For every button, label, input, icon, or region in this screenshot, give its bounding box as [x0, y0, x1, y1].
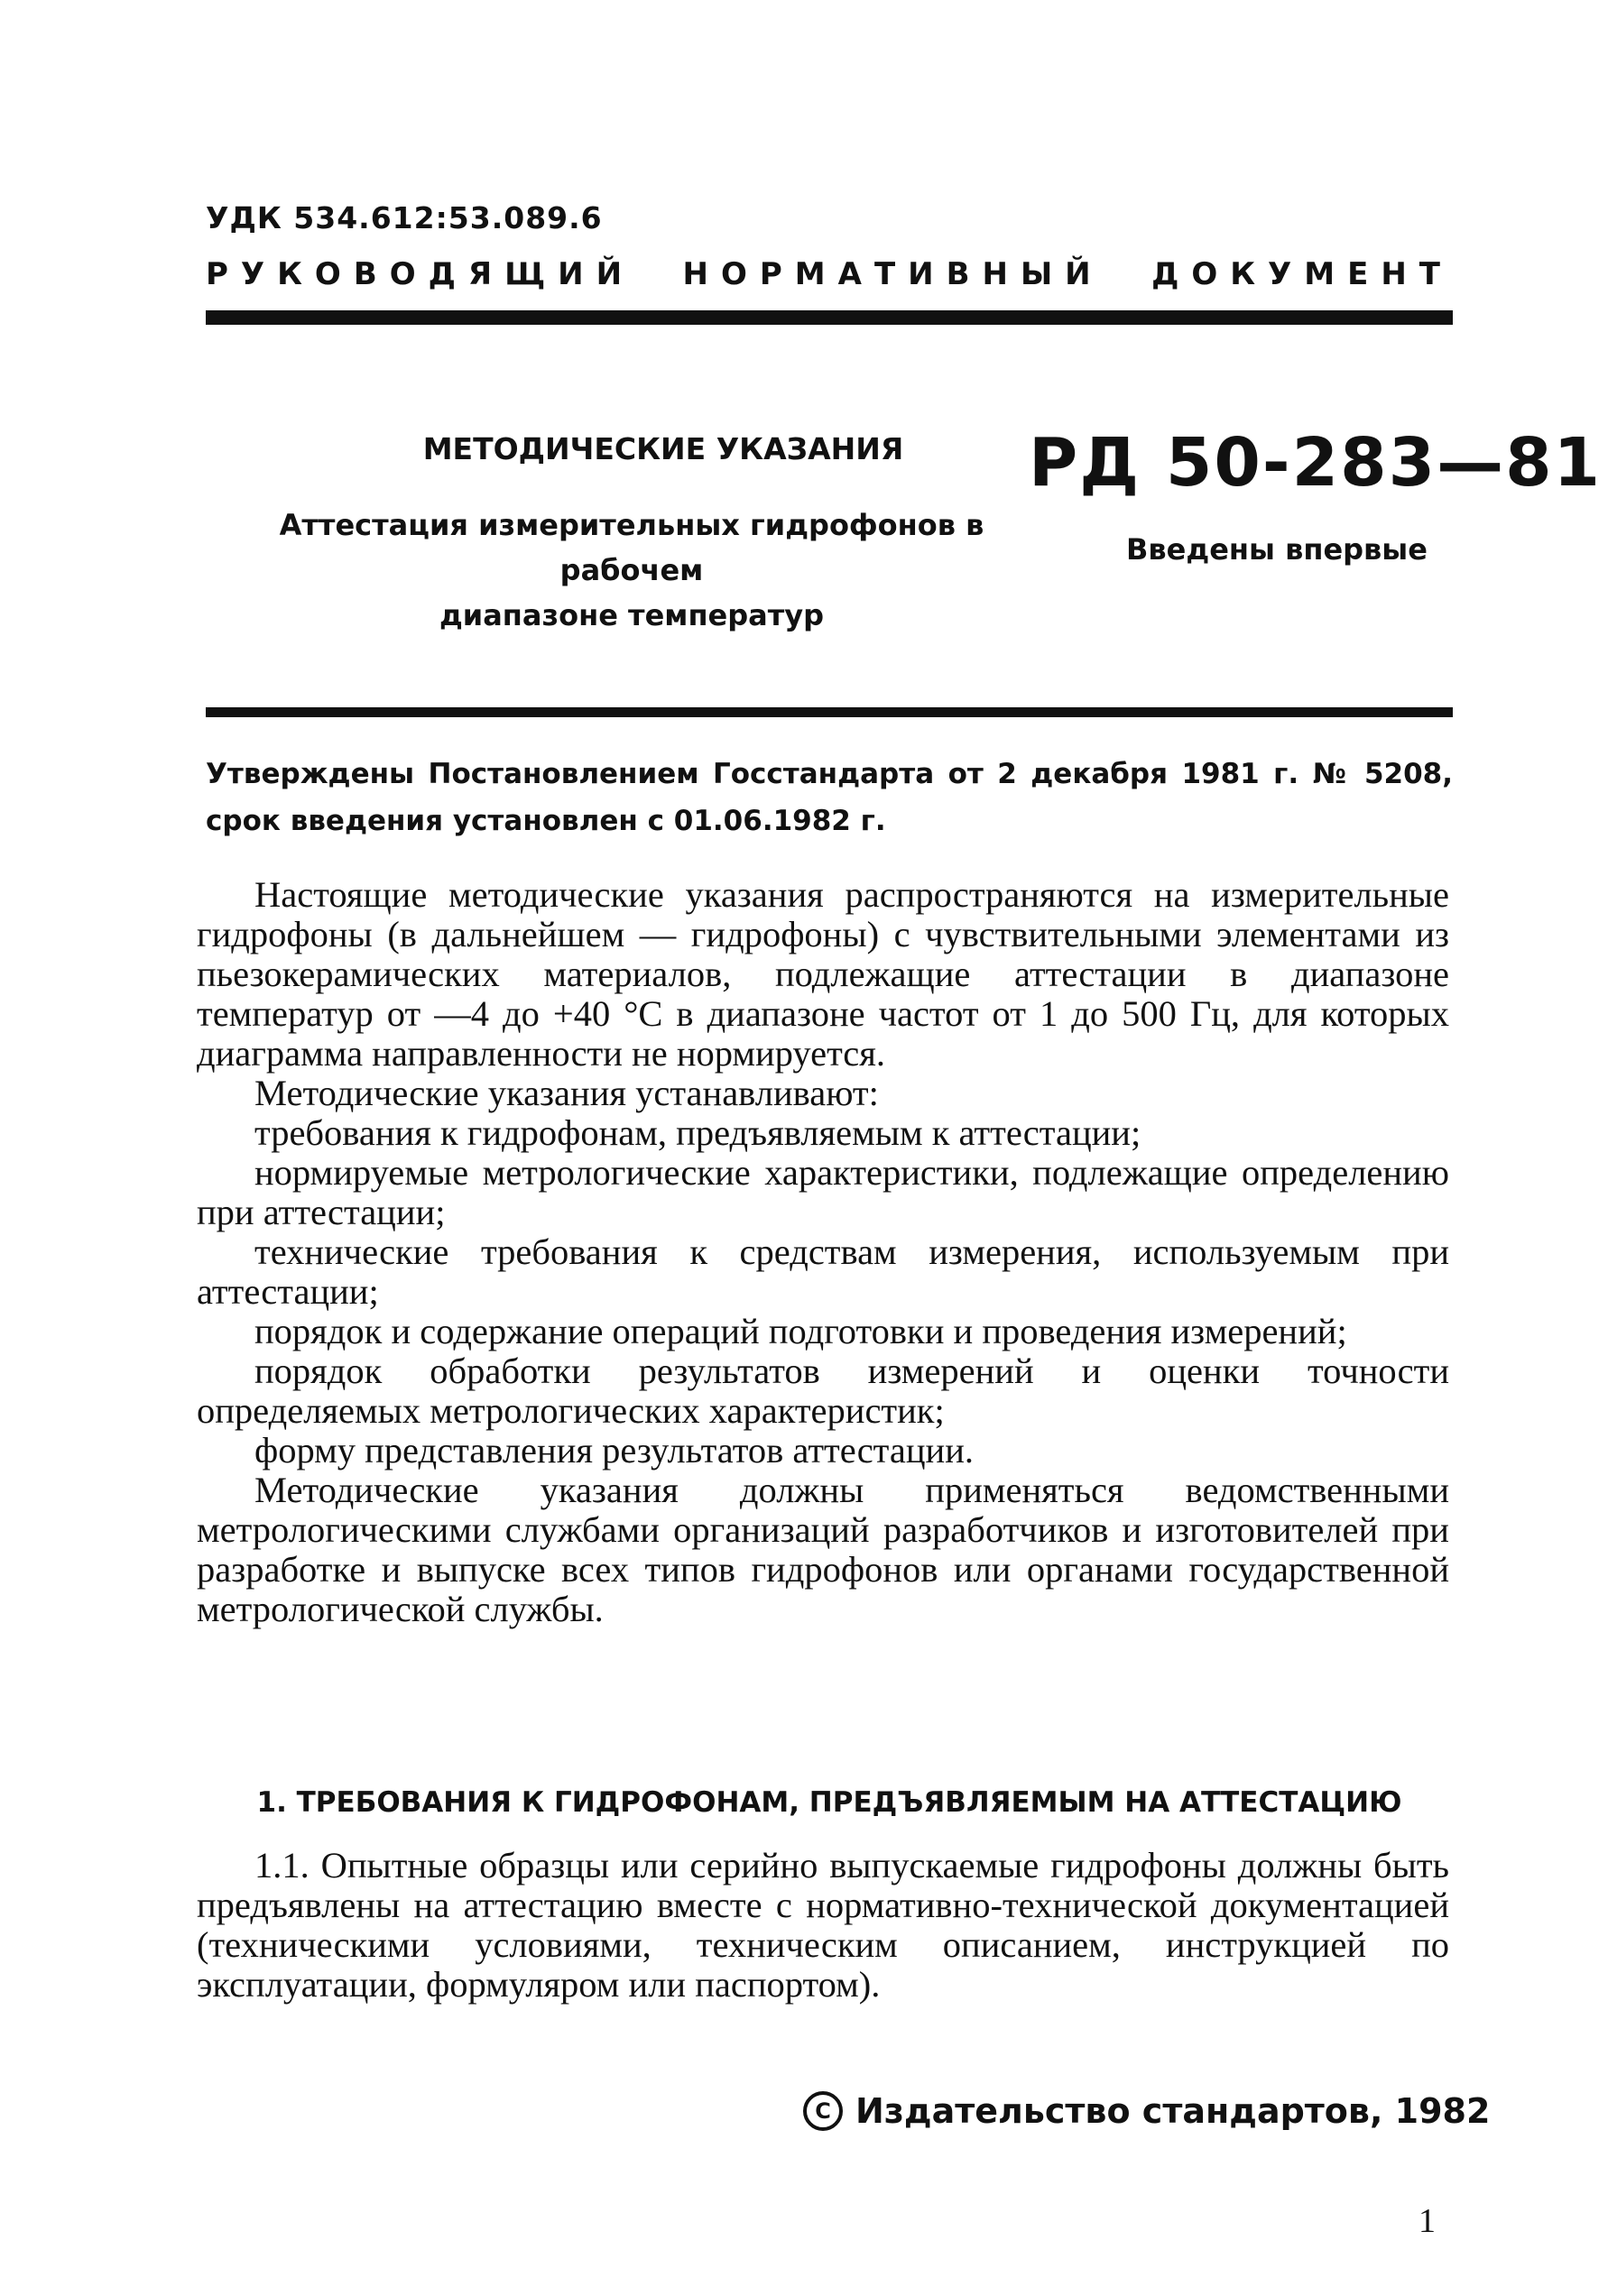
intro-list-item: порядок и содержание операций подготовки и проведения измерений;: [254, 1311, 1347, 1351]
udc-code: УДК 534.612:53.089.6: [206, 200, 603, 235]
doc-type-word-2: НОРМАТИВНЫЙ: [682, 256, 1104, 292]
middle-divider: [206, 707, 1453, 717]
intro-paragraph: Настоящие методические указания распространяются на измерительные гидрофоны (в дальнейшем — гидрофоны) с чувствительными элементами из пьезокерамических материалов, подлежащие аттестации в диапазоне температур от —4 до +40 °С в диапазоне частот от 1 до 500 Гц, для которых диаграмма направленности не нормируется.: [197, 874, 1449, 1074]
subject-line-1: Аттестация измерительных гидрофонов в рабочем: [279, 508, 984, 587]
intro-paragraph: Методические указания должны применяться ведомственными метрологическими службами организаций разработчиков и изготовителей при разработке и выпуске всех типов гидрофонов или органами государственной метрологической службы.: [197, 1470, 1449, 1629]
document-kind: МЕТОДИЧЕСКИЕ УКАЗАНИЯ: [422, 431, 904, 466]
document-type-heading: [206, 256, 1453, 292]
subject-line-2: диапазоне температур: [439, 598, 825, 632]
document-subject: [235, 503, 1029, 638]
introduced-note: Введены впервые: [1126, 532, 1428, 567]
intro-list-item: форму представления результатов аттестации.: [254, 1430, 974, 1471]
intro-list-item: технические требования к средствам измерения, используемым при аттестации;: [197, 1231, 1449, 1312]
approval-note: Утверждены Постановлением Госстандарта от 2 декабря 1981 г. № 5208, срок введения установлен с 01.06.1982 г.: [206, 758, 1453, 837]
doc-type-word-1: РУКОВОДЯЩИЙ: [206, 256, 635, 292]
intro-paragraph: Методические указания устанавливают:: [254, 1073, 879, 1113]
intro-list-item: нормируемые метрологические характеристики, подлежащие определению при аттестации;: [197, 1152, 1449, 1232]
publisher-text: Издательство стандартов, 1982: [855, 2091, 1491, 2131]
section-1-body: [197, 1846, 1449, 2005]
section-1-title: 1. ТРЕБОВАНИЯ К ГИДРОФОНАМ, ПРЕДЪЯВЛЯЕМЫМ НА АТТЕСТАЦИЮ: [256, 1786, 1402, 1819]
publisher-line: [803, 2091, 1490, 2131]
title-block: [235, 431, 1029, 638]
intro-list-item: требования к гидрофонам, предъявляемым к аттестации;: [254, 1112, 1141, 1153]
document-code: РД 50-283—81: [1029, 424, 1603, 502]
doc-type-word-3: ДОКУМЕНТ: [1151, 256, 1453, 292]
intro-text: [197, 875, 1449, 1629]
section-1-paragraph: 1.1. Опытные образцы или серийно выпускаемые гидрофоны должны быть предъявлены на аттестацию вместе с нормативно-технической документацией (техническими условиями, техническим описанием, инструкцией по эксплуатации, формуляром или паспортом).: [197, 1845, 1449, 2005]
intro-list-item: порядок обработки результатов измерений и оценки точности определяемых метрологических характеристик;: [197, 1351, 1449, 1431]
top-divider: [206, 310, 1453, 325]
page-number: 1: [1419, 2202, 1436, 2240]
copyright-icon: [803, 2091, 843, 2131]
